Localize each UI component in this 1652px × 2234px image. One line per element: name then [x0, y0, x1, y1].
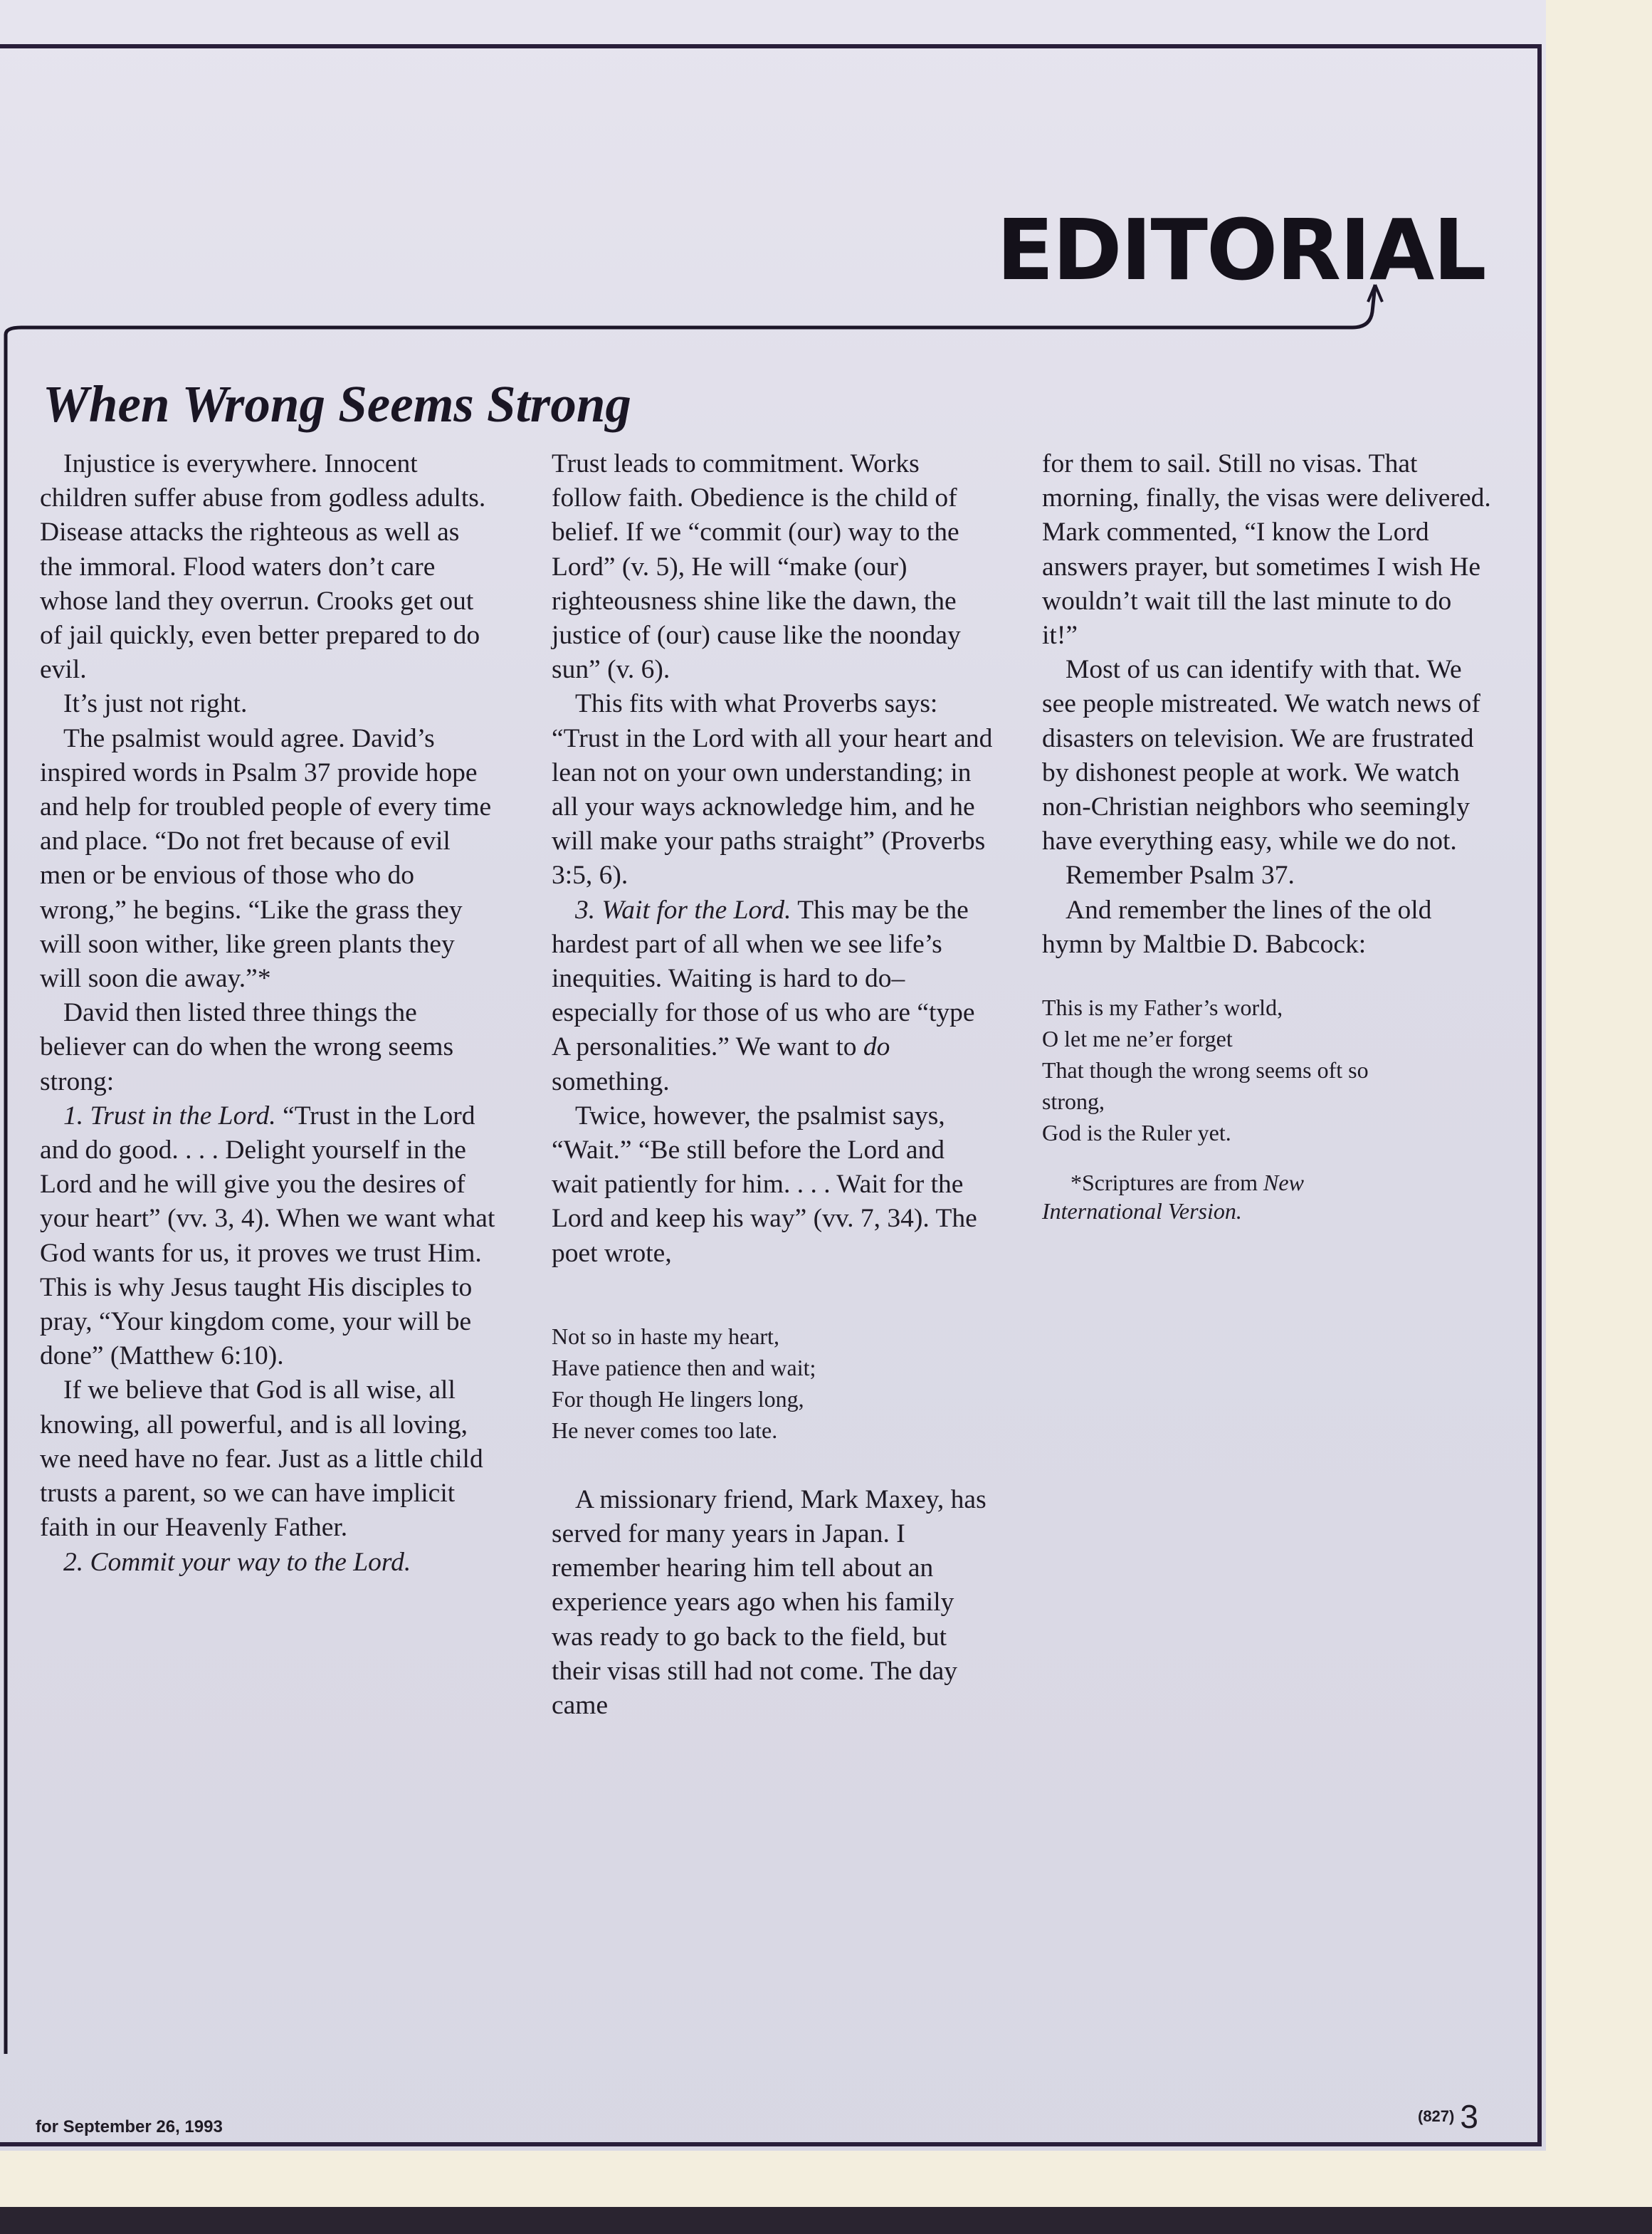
poem [552, 1321, 993, 1446]
paragraph: for them to sail. Still no visas. That morning, finally, the visas were delivered. Mark commented, “I know the Lord answers prayer, but sometimes I wish He wouldn’t wait till the last minute to do it!” [1042, 449, 1491, 651]
paragraph: It’s just not right. [63, 689, 248, 719]
page-number: 3 [1460, 2098, 1478, 2135]
paragraph-text: “Trust in the Lord and do good. . . . Delight yourself in the Lord and he will give you the desires of your heart” (vv. 3, 4). When we want what God wants for us, it proves we trust Him. This is why Jesus taught His disciples to pray, “Your kingdom come, your will be done” (Matthew 6:10). [40, 1101, 495, 1371]
paragraph: Injustice is everywhere. Innocent children suffer abuse from godless adults. Disease attacks the righteous as well as the immoral. Flood waters don’t care whose land they overrun. Crooks get out of jail quickly, even better prepared to do evil. [40, 449, 486, 685]
paragraph: Trust leads to commitment. Works follow faith. Obedience is the child of belief. If we “commit (our) way to the Lord” (v. 5), He will “make (our) righteousness shine like the dawn, the justice of (our) cause like the noonday sun” (v. 6). [552, 449, 961, 685]
paragraph: Twice, however, the psalmist says, “Wait.” “Be still before the Lord and wait patiently for him. . . . Wait for the Lord and keep his way” (vv. 7, 34). The poet wrote, [552, 1101, 977, 1268]
poem-line: Have patience then and wait; [552, 1354, 816, 1380]
paragraph-commit [40, 1546, 497, 1580]
paragraph: The psalmist would agree. David’s inspired words in Psalm 37 provide hope and help for troubled people of every time and place. “Do not fret because of evil men or be envious of those who do wrong,” he begins. “Like the grass they will soon wither, like green plants they will soon die away.”* [40, 723, 492, 994]
page-number-block [1418, 2097, 1478, 2136]
scripture-note [1042, 1168, 1492, 1225]
paragraph: And remember the lines of the old hymn by Maltbie D. Babcock: [1042, 895, 1432, 959]
column-3 [1042, 447, 1492, 1225]
paragraph-trust [40, 1099, 497, 1374]
hymn-line: O let me ne’er forget [1042, 1026, 1233, 1052]
page-code: (827) [1418, 2107, 1455, 2125]
article-title: When Wrong Seems Strong [43, 375, 631, 433]
poem-line: Not so in haste my heart, [552, 1323, 779, 1349]
hymn-line: strong, [1042, 1089, 1105, 1115]
note-text: *Scriptures are from [1070, 1170, 1264, 1196]
paragraph-wait [552, 893, 993, 1099]
point-heading: 3. Wait for the Lord. [575, 895, 791, 925]
paragraph: This fits with what Proverbs says: “Trust in the Lord with all your heart and lean not on your own understanding; in all your ways acknowledge him, and he will make your paths straight” (Proverbs 3:5, 6). [552, 689, 993, 891]
note-emphasis: New [1263, 1170, 1304, 1196]
poem-line: He never comes too late. [552, 1417, 778, 1443]
poem-line: For though He lingers long, [552, 1385, 804, 1412]
hymn-line: This is my Father’s world, [1042, 995, 1283, 1021]
page-margin-right [1546, 0, 1652, 2234]
column-1 [40, 447, 497, 1580]
issue-date: for September 26, 1993 [36, 2117, 223, 2136]
paragraph: David then listed three things the believer can do when the wrong seems strong: [40, 998, 454, 1096]
paragraph: A missionary friend, Mark Maxey, has served for many years in Japan. I remember hearing him tell about an experience years ago when his family was ready to go back to the field, but their visas still had not come. The day came [552, 1484, 987, 1721]
point-heading: 1. Trust in the Lord. [63, 1101, 276, 1131]
hymn [1042, 992, 1492, 1148]
paragraph: Most of us can identify with that. We see people mistreated. We watch news of disasters on television. We are frustrated by dishonest people at work. We watch non-Christian neighbors who seemingly have everything easy, while we do not. [1042, 655, 1480, 856]
paragraph: If we believe that God is all wise, all knowing, all powerful, and is all loving, we need have no fear. Just as a little child trusts a parent, so we can have implicit faith in our Heavenly Father. [40, 1375, 483, 1543]
point-heading: 2. Commit your way to the Lord. [63, 1547, 411, 1577]
emphasis: do [863, 1032, 890, 1062]
column-2 [552, 447, 993, 1723]
scan-edge [0, 2207, 1652, 2234]
hymn-line: That though the wrong seems oft so [1042, 1057, 1369, 1084]
paragraph: Remember Psalm 37. [1066, 861, 1295, 891]
hymn-line: God is the Ruler yet. [1042, 1120, 1231, 1146]
note-emphasis: International Version. [1042, 1198, 1242, 1224]
editorial-masthead: EDITORIAL [996, 201, 1485, 299]
paragraph-text: something. [552, 1066, 670, 1096]
paragraph-text: This may be the hardest part of all when we see life’s inequities. Waiting is hard to do–especially for those of us who are “type A personalities.” We want to [552, 895, 975, 1062]
